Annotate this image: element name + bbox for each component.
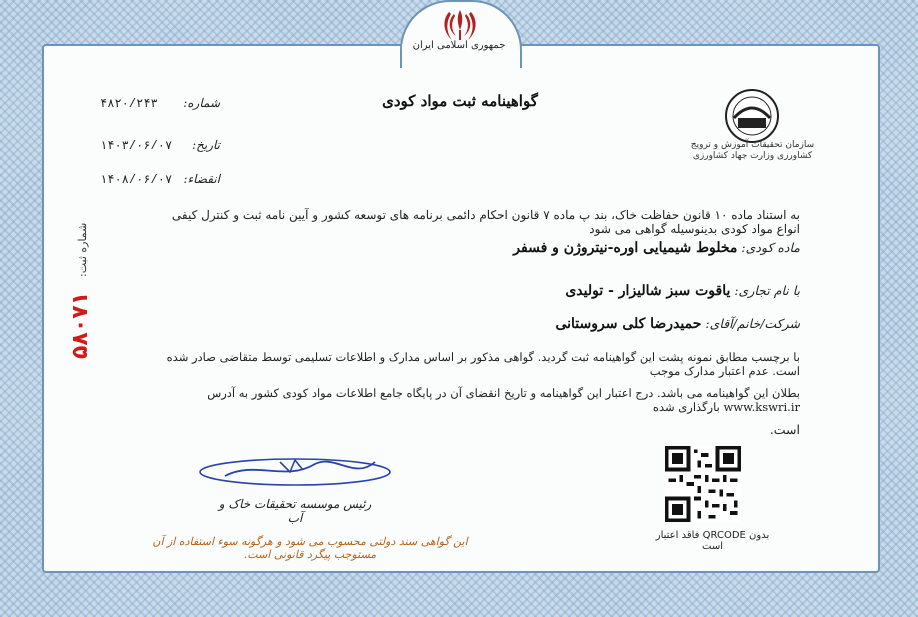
- brand-label: با نام تجاری:: [734, 283, 800, 298]
- iran-emblem-icon: [440, 8, 480, 44]
- qr-code[interactable]: [665, 446, 741, 522]
- company-row: [450, 316, 800, 332]
- material-row: [400, 240, 800, 256]
- statement-line-1: با برچسب مطابق نمونه پشت این گواهینامه ثبت گردید. گواهی مذکور بر اساس مدارک و اطلاعات تسلیمی توسط متقاضی صادر شده است. عدم اعتبار مدارک موجب: [166, 350, 800, 378]
- date-value: ۱۴۰۳/۰۶/۰۷: [100, 139, 173, 153]
- signature-image: [195, 450, 395, 490]
- material-label: ماده کودی:: [741, 240, 800, 255]
- statement-line-3: است.: [769, 422, 800, 437]
- brand-row: [450, 283, 800, 299]
- number-label: شماره:: [183, 96, 220, 110]
- organization-name: سازمان تحقیقات آموزش و ترویج کشاورزی وزارت جهاد کشاورزی: [690, 140, 815, 161]
- registration-label: شماره ثبت:: [76, 222, 89, 278]
- date-row: [100, 138, 220, 153]
- number-row: [100, 96, 220, 111]
- expiry-label: انقضاء:: [183, 172, 220, 186]
- serial-number: ۵۸۰۷۱: [68, 291, 93, 359]
- company-label: شرکت/خانم/آقای:: [705, 316, 800, 331]
- number-value: ۴۸۲۰/۲۴۳: [100, 97, 158, 111]
- material-value: مخلوط شیمیایی اوره-نیتروژن و فسفر: [513, 240, 738, 256]
- statement-line-2: بطلان این گواهینامه می باشد. درج اعتبار این گواهینامه و تاریخ انقضای آن در پایگاه جامع اطلاعات مواد کودی کشور به آدرس www.kswri.ir بارگذاری شده: [207, 386, 800, 414]
- republic-text: جمهوری اسلامی ایران: [412, 40, 506, 51]
- jihad-keshavarzi-logo: [724, 88, 780, 144]
- intro-paragraph: به استناد ماده ۱۰ قانون حفاظت خاک، بند پ ماده ۷ قانون احکام دائمی برنامه های توسعه کشور و آیین نامه ثبت و کنترل کیفی انواع مواد کودی بدینوسیله گواهی می شود: [171, 208, 800, 236]
- company-value: حمیدرضا کلی سروستانی: [555, 316, 702, 332]
- qr-caption: بدون QRCODE فاقد اعتبار است: [655, 530, 770, 552]
- expiry-value: ۱۴۰۸/۰۶/۰۷: [100, 173, 173, 187]
- date-label: تاریخ:: [192, 138, 220, 152]
- certificate-title: گواهینامه ثبت مواد کودی: [382, 92, 538, 110]
- expiry-row: [100, 172, 220, 187]
- brand-value: یاقوت سبز شالیزار - تولیدی: [565, 283, 731, 299]
- signature-caption: رئیس موسسه تحقیقات خاک و آب: [218, 497, 372, 525]
- legal-warning: این گواهی سند دولتی محسوب می شود و هرگونه سوء استفاده از آن مستوجب پیگرد قانونی است.: [152, 535, 468, 561]
